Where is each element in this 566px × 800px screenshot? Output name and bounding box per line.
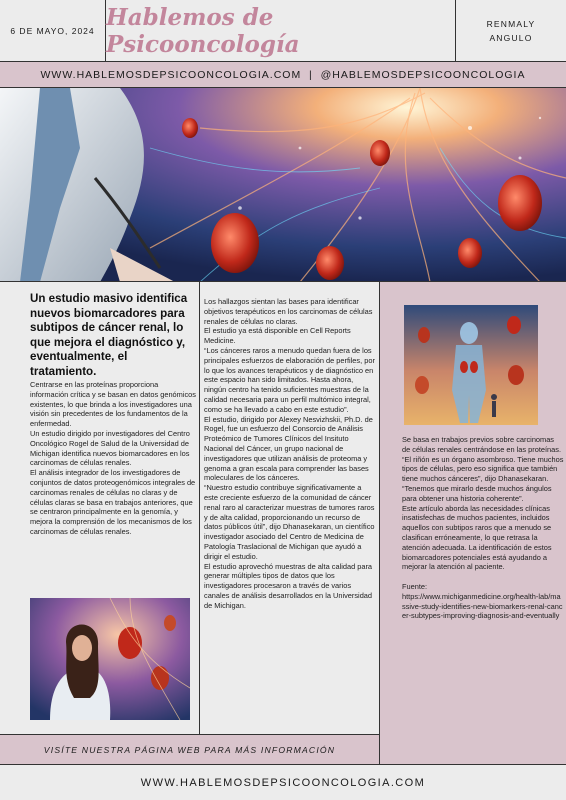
paragraph: “El riñón es un órgano asombroso. Tiene muchos tipos de células, pero eso significa que también tiene muchos cánceres”, dijo Dhanasekaran. “Tenemos que mirarlo desde muchos ángulos para obtener una historia coherente”. bbox=[402, 454, 564, 503]
author-last-name: ANGULO bbox=[489, 33, 533, 43]
paragraph: “Los cánceres raros a menudo quedan fuera de los principales esfuerzos de elaboración de perfiles, por lo que los avances terapéuticos y de diagnóstico en este espacio han sido limitados. Hasta ahora, ningún centro ha tenido suficientes muestras de la calidad necesaria para un perfil multómico integral, como se ha llevado a cabo en este estudio”. bbox=[204, 345, 375, 414]
article-column-3 bbox=[380, 282, 566, 734]
paragraph: El estudio ya está disponible en Cell Reports Medicine. bbox=[204, 326, 351, 346]
issue-date: 6 DE MAYO, 2024 bbox=[0, 0, 106, 62]
page-header bbox=[0, 0, 566, 62]
paragraph: Un estudio dirigido por investigadores del Centro Oncológico Rogel de Salud de la Universidad de Michigan identifica nuevos biomarcadores en los carcinomas de células renales. bbox=[30, 428, 190, 468]
article-column-1 bbox=[0, 282, 200, 734]
paragraph: Los hallazgos sientan las bases para identificar objetivos terapéuticos en los carcinomas de células renales de células no claras. bbox=[204, 297, 373, 326]
anatomy-figure-image bbox=[404, 305, 538, 425]
article-headline: Un estudio masivo identifica nuevos biomarcadores para subtipos de cáncer renal, lo que mejora el diagnóstico y, eventualmente, el tratamiento. bbox=[30, 292, 188, 378]
article-column-2 bbox=[200, 282, 380, 734]
doctor-kidney-illustration bbox=[30, 598, 190, 720]
paragraph: “Nuestro estudio contribuye significativamente a este creciente esfuerzo de la comunidad de cáncer renal raro al caracterizar muestras de tumores raros y de alta calidad, proporcionando un recurso de datos públicos útil”, dijo Dhanasekaran, un científico investigador asociado del Centro de Medicina de Patología Traslacional de Michigan que ayudó a dirigir el estudio. bbox=[204, 483, 375, 561]
source-label: Fuente: bbox=[402, 581, 428, 591]
author-name bbox=[456, 0, 566, 62]
paragraph: Centrarse en las proteínas proporciona información crítica y se basan en datos genómicos existentes, lo que brinda a los investigadores una visión sin precedentes de los fundamentos de la enfermedad. bbox=[30, 380, 196, 429]
hero-illustration bbox=[0, 88, 566, 282]
author-first-name: RENMALY bbox=[486, 19, 536, 29]
article-body-column-2 bbox=[204, 297, 376, 611]
doctor-kidney-image bbox=[30, 598, 190, 720]
paragraph-spacer bbox=[402, 572, 564, 582]
anatomy-figure-illustration bbox=[404, 305, 538, 425]
paragraph: El estudio, dirigido por Alexey Nesvizhskii, Ph.D. de Rogel, fue un esfuerzo del Consorcio de Análisis Proteómico de Tumores Clínicos del Insituto Nacional del Cáncer, un grupo nacional de investigadores que utilizan análisis de proteoma y genoma a gran escala para comprender las bases moleculares de los cánceres. bbox=[204, 414, 373, 483]
newsletter-title: Hablemos de Psicooncología bbox=[106, 0, 456, 62]
page-footer bbox=[0, 764, 566, 800]
paragraph: Se basa en trabajos previos sobre carcinomas de células renales centrándose en las proteínas. bbox=[402, 435, 561, 454]
website-cta-text[interactable]: VISÍTE NUESTRA PÁGINA WEB PARA MÁS INFORMACIÓN bbox=[43, 744, 336, 755]
paragraph: El análisis integrador de los investigadores de conjuntos de datos proteogenómicos integrales de carcinomas renales de células no claras y de células claras se basa en trabajos anteriores, que se centraron principalmente en la genomía, y mejora la comprensión de los mecanismos de los carcinomas de células renales. bbox=[30, 468, 196, 536]
website-social-bar bbox=[0, 62, 566, 88]
source-link[interactable]: https://www.michiganmedicine.org/health-lab/massive-study-identifies-new-biomarkers-renal-cancer-subtypes-improving-diagnosis-and-eventually bbox=[402, 591, 563, 621]
cta-band-filler bbox=[380, 734, 566, 764]
website-cta-banner[interactable] bbox=[0, 734, 380, 764]
paragraph: El estudio aprovechó muestras de alta calidad para generar múltiples tipos de datos que los investigadores procesaron a través de varios canales de análisis desarrollados en la Universidad de Michigan. bbox=[204, 561, 373, 610]
website-social-text: WWW.HABLEMOSDEPSICOONCOLOGIA.COM | @HABLEMOSDEPSICOONCOLOGIA bbox=[40, 68, 526, 81]
article-body-column-3 bbox=[402, 435, 564, 621]
paragraph: Este artículo aborda las necesidades clínicas insatisfechas de muchos pacientes, incluidos aquellos con subtipos raros que a menudo se clasifican erróneamente, lo que retrasa la atención adecuada. La identificación de estos biomarcadores potenciales está ayudando a mejorar la atención al paciente. bbox=[402, 503, 552, 572]
hero-image bbox=[0, 88, 566, 282]
article-body-column-1 bbox=[30, 380, 198, 537]
footer-website[interactable]: WWW.HABLEMOSDEPSICOONCOLOGIA.COM bbox=[140, 776, 426, 789]
